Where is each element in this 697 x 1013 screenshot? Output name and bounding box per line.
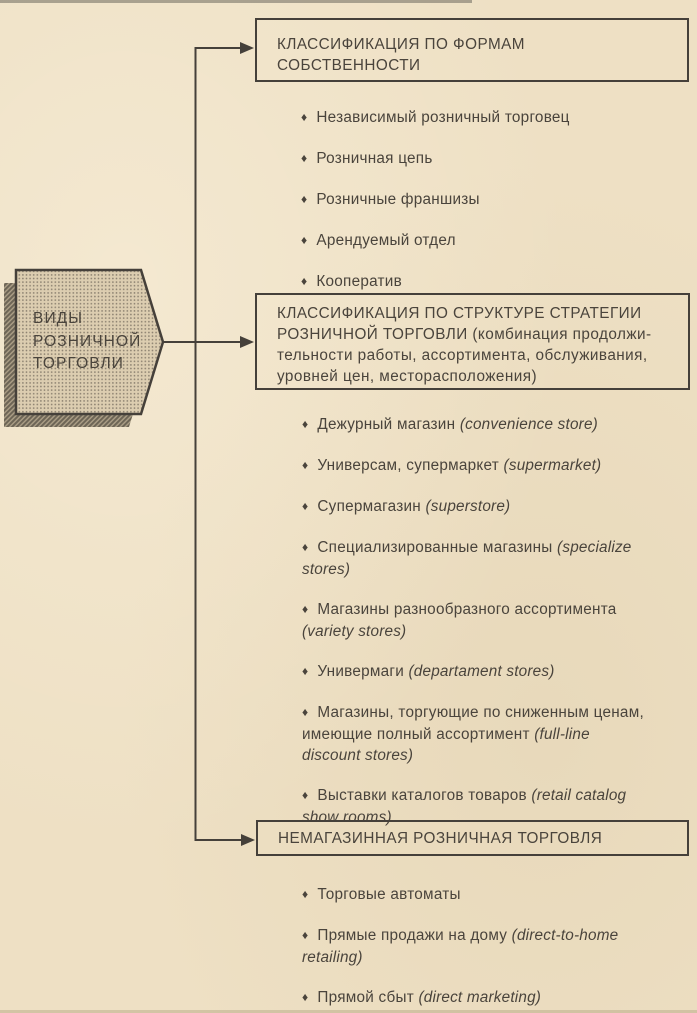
root-node-label [33,308,158,376]
item-text: Магазины, торгующие по сниженным ценам, имеющие полный ассортимент [302,704,644,743]
diamond-bullet-icon: ♦ [302,602,309,616]
item-text-latin-term: (specialize stores) [302,539,632,578]
root-label-line: РОЗНИЧНОЙ [33,332,142,350]
item-text: Выставки каталогов товаров [317,787,532,804]
list-item [301,148,649,170]
diamond-bullet-icon: ♦ [302,664,309,678]
list-item [301,230,649,252]
item-text: Прямые продажи на дому [317,927,512,944]
box-title-line: уровней цен, месторасположения) [277,368,538,385]
item-text-latin-term: (departament stores) [408,663,555,680]
diamond-bullet-icon: ♦ [302,458,309,472]
item-text-latin-term: (superstore) [425,498,511,515]
list-item [302,599,650,642]
item-text: Универмаги [317,663,409,680]
item-text: Супермагазин [317,498,426,515]
list-item [302,987,650,1009]
diamond-bullet-icon: ♦ [301,274,308,288]
list-item [302,455,650,477]
diamond-bullet-icon: ♦ [302,928,309,942]
item-text: Розничные франшизы [316,191,480,208]
list-item [302,661,650,683]
branch-box-ownership [255,18,689,82]
diamond-bullet-icon: ♦ [302,990,309,1004]
item-text: Специализированные магазины [317,539,558,556]
item-text-latin-term: (convenience store) [459,416,598,433]
item-text: Универсам, супермаркет [317,457,504,474]
item-text-latin-term: (supermarket) [503,457,602,474]
item-text-latin-term: (direct-to-home retailing) [302,927,619,966]
list-item [302,925,650,968]
arrowhead-branch-3 [241,834,255,846]
item-text-latin-term: (full-line discount stores) [302,726,590,764]
diamond-bullet-icon: ♦ [302,788,309,802]
branch-list-strategy [302,414,650,847]
list-item [302,414,650,436]
arrowhead-branch-2 [240,336,254,348]
branch-list-nonstore [302,884,650,1013]
root-label-line: ТОРГОВЛИ [33,355,125,372]
branch-box-strategy [255,293,690,390]
box-title-line: РОЗНИЧНОЙ ТОРГОВЛИ (комбинация продолжи- [277,326,652,343]
list-item [302,884,650,906]
root-label-line: ВИДЫ [33,310,84,327]
item-text: Арендуемый отдел [316,232,456,249]
arrowhead-branch-1 [240,42,254,54]
list-item [301,107,649,129]
diamond-bullet-icon: ♦ [301,233,308,247]
diamond-bullet-icon: ♦ [302,887,309,901]
item-text-latin-term: (direct marketing) [418,989,542,1006]
list-item [302,702,650,766]
item-text: Кооператив [316,273,402,290]
item-text: Торговые автоматы [317,886,461,903]
diamond-bullet-icon: ♦ [301,192,308,206]
item-text: Розничная цепь [316,150,433,167]
item-text: Независимый розничный торговец [316,109,570,126]
diamond-bullet-icon: ♦ [302,417,309,431]
diamond-bullet-icon: ♦ [302,705,309,719]
diamond-bullet-icon: ♦ [301,151,308,165]
box-title-line: НЕМАГАЗИННАЯ РОЗНИЧНАЯ ТОРГОВЛЯ [278,830,603,847]
list-item [301,271,649,293]
list-item [302,537,650,580]
branch-box-nonstore [256,820,689,856]
item-text-latin-term: (retail catalog show rooms) [302,787,627,826]
item-text: Магазины разнообразного ассортимента [317,601,617,618]
list-item [301,189,649,211]
list-item [302,496,650,518]
diamond-bullet-icon: ♦ [301,110,308,124]
branch-list-ownership [301,107,649,312]
item-text: Дежурный магазин [317,416,460,433]
diamond-bullet-icon: ♦ [302,499,309,513]
box-title-line: КЛАССИФИКАЦИЯ ПО СТРУКТУРЕ СТРАТЕГИИ [277,305,642,322]
box-title-line: СОБСТВЕННОСТИ [277,57,421,74]
diamond-bullet-icon: ♦ [302,540,309,554]
box-title-line: тельности работы, ассортимента, обслуживания, [277,347,648,364]
item-text-latin-term: (variety stores) [302,623,407,640]
box-title-line: КЛАССИФИКАЦИЯ ПО ФОРМАМ [277,36,525,53]
item-text: Прямой сбыт [317,989,419,1006]
